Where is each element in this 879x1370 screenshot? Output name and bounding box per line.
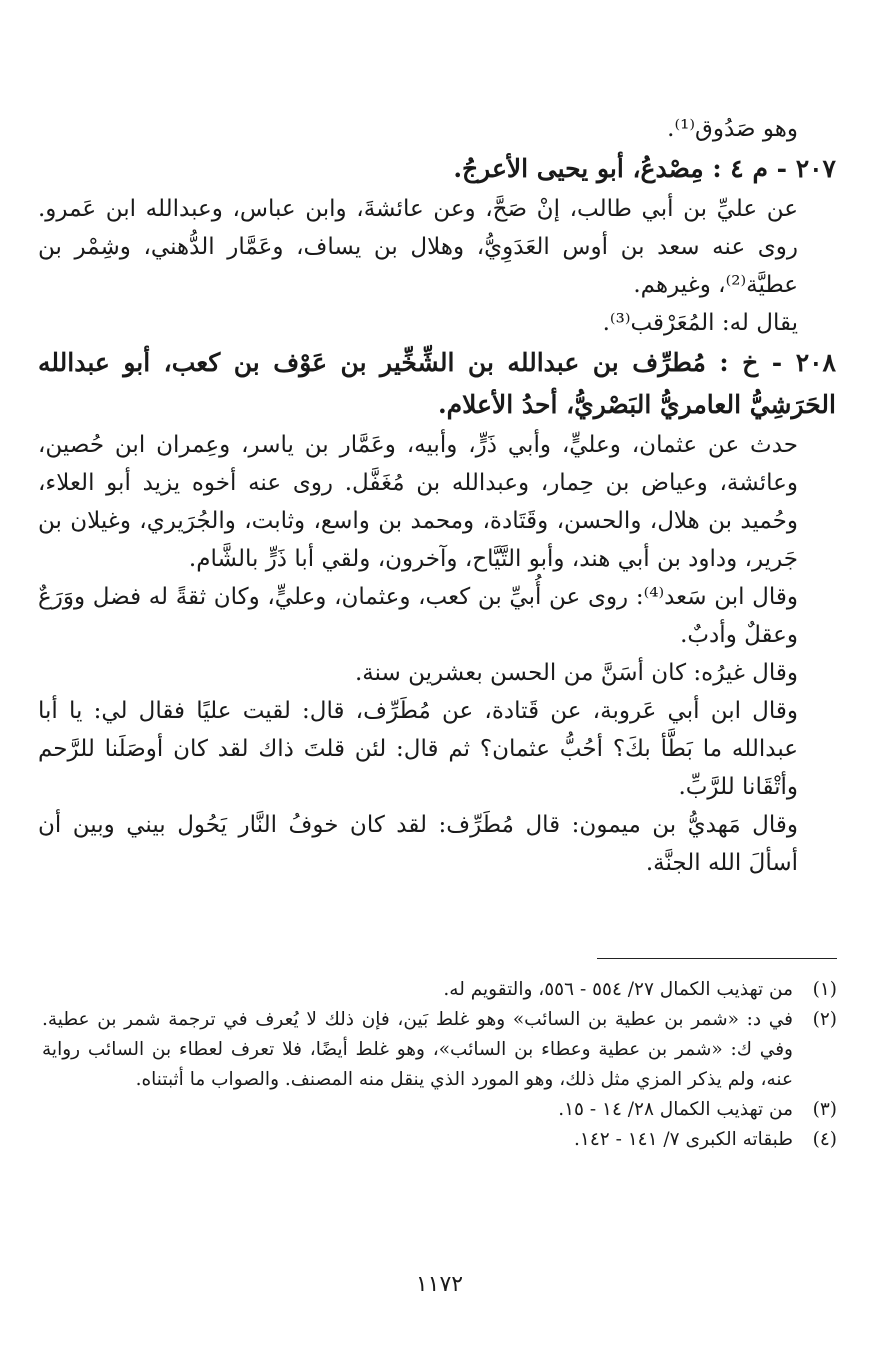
footnote-text: طبقاته الكبرى ٧/ ١٤١ - ١٤٢.: [574, 1129, 793, 1150]
entry-207-paragraph-2: يقال له: المُعَرْقب⁽³⁾.: [602, 310, 798, 336]
footnote-number: (١): [812, 979, 837, 1000]
page-body: [38, 110, 836, 882]
entry-208-paragraph-2: وقال ابن سَعد⁽⁴⁾: روى عن أُبيِّ بن كعب، وعثمان، وعليٍّ، وكان ثقةً له فضل ووَرَعٌ وعقلٌ وأدبٌ.: [38, 584, 798, 648]
footnote-number: (٢): [812, 1009, 837, 1030]
footnote-text: في د: «شمر بن عطية بن السائب» وهو غلط بَين، فإن ذلك لا يُعرف في ترجمة شمر بن عطية. وفي ك: «شمر بن عطية وعطاء بن السائب»، وهو غلط أيضًا، فلا تعرف لعطاء بن السائب رواية عنه، ولم يذكر المزي مثل ذلك، وهو المورد الذي ينقل منه المصنف. والصواب ما أثبتناه.: [42, 1009, 793, 1090]
entry-208-paragraph-4: وقال ابن أبي عَروبة، عن قَتادة، عن مُطَرِّف، قال: لقيت عليًا فقال لي: يا أبا عبدالله ما بَطَّأ بكَ؟ أحُبُّ عثمان؟ ثم قال: لئن قلتَ ذاك لقد كان أوصَلَنا للرَّحم وأتْقَانا للرَّبِّ.: [38, 698, 798, 800]
footnote-4: [42, 1125, 837, 1155]
entry-208-heading: ٢٠٨ - خ : مُطرِّف بن عبدالله بن الشِّخِّير بن عَوْف بن كعب، أبو عبدالله الحَرَشِيُّ العامريُّ البَصْريُّ، أحدُ الأعلام.: [38, 348, 836, 419]
entry-208-paragraph-3: وقال غيرُه: كان أسَنَّ من الحسن بعشرين سنة.: [354, 660, 798, 686]
footnotes: [42, 975, 837, 1155]
footnote-2: [42, 1005, 837, 1095]
entry-207-heading: ٢٠٧ - م ٤ : مِصْدعُ، أبو يحيى الأعرجُ.: [453, 154, 836, 183]
footnote-text: من تهذيب الكمال ٢٨/ ١٤ - ١٥.: [558, 1099, 793, 1120]
entry-208-paragraph-5: وقال مَهديُّ بن ميمون: قال مُطَرِّف: لقد كان خوفُ النَّار يَحُول بيني وبين أن أسألَ الله الجنَّة.: [38, 812, 798, 876]
footnote-separator: [597, 958, 837, 959]
footnote-number: (٤): [812, 1129, 837, 1150]
footnote-3: [42, 1095, 837, 1125]
entry-208-paragraph-1: حدث عن عثمان، وعليٍّ، وأبي ذَرٍّ، وأبيه، وعَمَّار بن ياسر، وعِمران ابن حُصين، وعائشة، وعياض بن حِمار، وعبدالله بن مُغَفَّل. روى عنه أخوه يزيد أبو العلاء، وحُميد بن هلال، والحسن، وقَتَادة، ومحمد بن واسع، وثابت، والجُرَيري، وغيلان بن جَرير، وداود بن أبي هند، وأبو التَّيَّاح، وآخرون، ولقي أبا ذَرٍّ بالشَّام.: [38, 432, 798, 572]
entry-207-paragraph-1: عن عليِّ بن أبي طالب، إنْ صَحَّ، وعن عائشةَ، وابن عباس، وعبدالله ابن عَمرو. روى عنه سعد بن أوس العَدَوِيُّ، وهلال بن يساف، وعَمَّار الدُّهني، وشِمْر بن عطيَّة⁽²⁾، وغيرهم.: [38, 196, 798, 298]
footnote-text: من تهذيب الكمال ٢٧/ ٥٥٤ - ٥٥٦، والتقويم له.: [443, 979, 793, 1000]
footnote-1: [42, 975, 837, 1005]
footnote-number: (٣): [812, 1099, 837, 1120]
entry-206-tail: وهو صَدُوق⁽¹⁾.: [667, 116, 798, 142]
page-number: ١١٧٢: [415, 1272, 464, 1297]
